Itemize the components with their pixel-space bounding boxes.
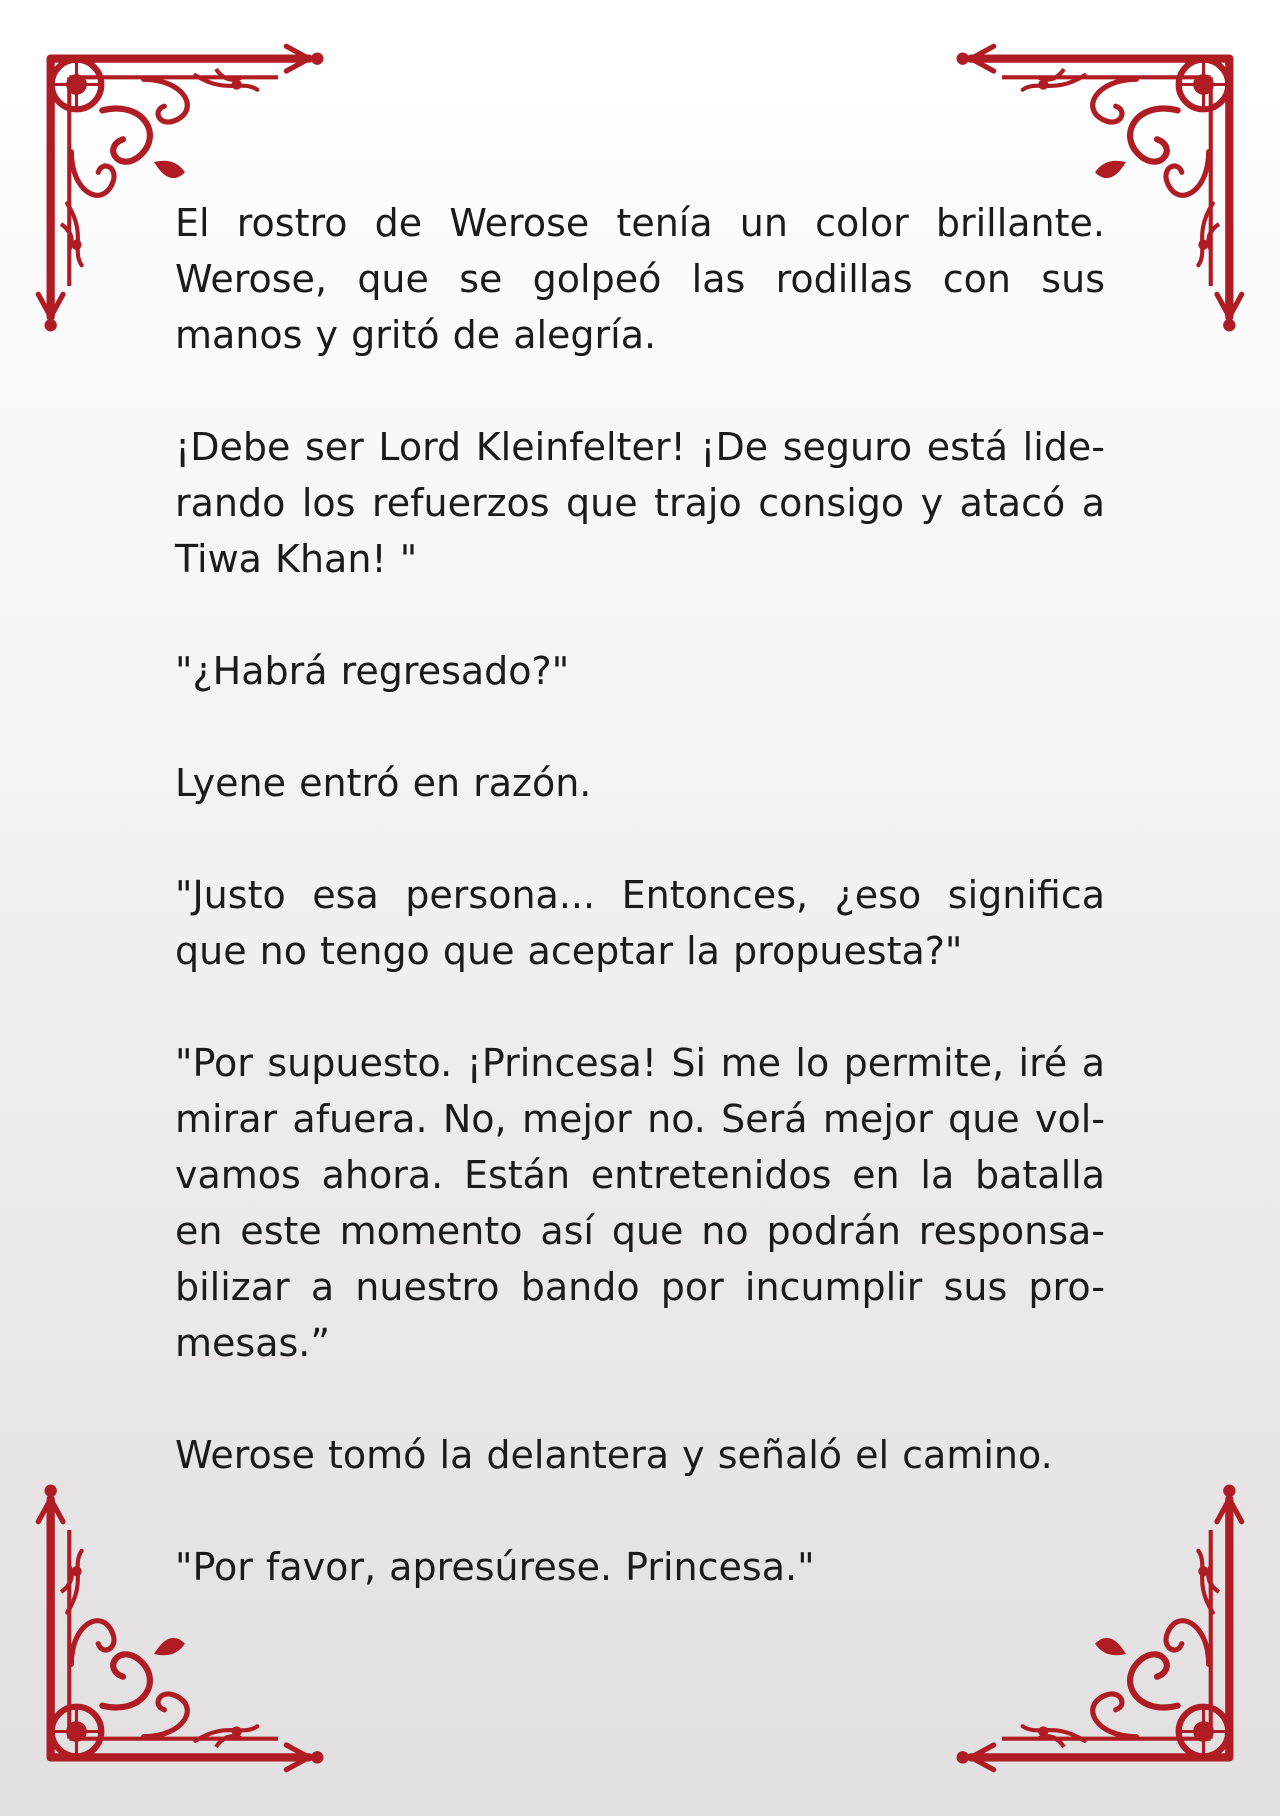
paragraph: Werose tomó la delantera y señaló el camino. — [175, 1433, 1053, 1477]
paragraph: Lyene entró en razón. — [175, 761, 592, 805]
paragraph: "Justo esa persona... Entonces, ¿eso significa que no tengo que aceptar la propuesta?" — [175, 873, 1105, 973]
paragraph: El rostro de Werose tenía un color brillante. Werose, que se golpeó las rodillas con sus manos y gritó de alegría. — [175, 201, 1105, 357]
paragraph: "Por favor, apresúrese. Princesa." — [175, 1545, 815, 1589]
paragraph: ¡Debe ser Lord Kleinfelter! ¡De seguro está lide-rando los refuerzos que trajo consigo y atacó a Tiwa Khan! " — [175, 425, 1105, 581]
paragraph: "Por supuesto. ¡Princesa! Si me lo permite, iré a mirar afuera. No, mejor no. Será mejor que vol-vamos ahora. Están entretenidos en la batalla en este momento así que no podrán responsa-bilizar a nuestro bando por incumplir sus pro-mesas.” — [175, 1041, 1105, 1365]
body-text — [175, 195, 1105, 1651]
paragraph: "¿Habrá regresado?" — [175, 649, 570, 693]
